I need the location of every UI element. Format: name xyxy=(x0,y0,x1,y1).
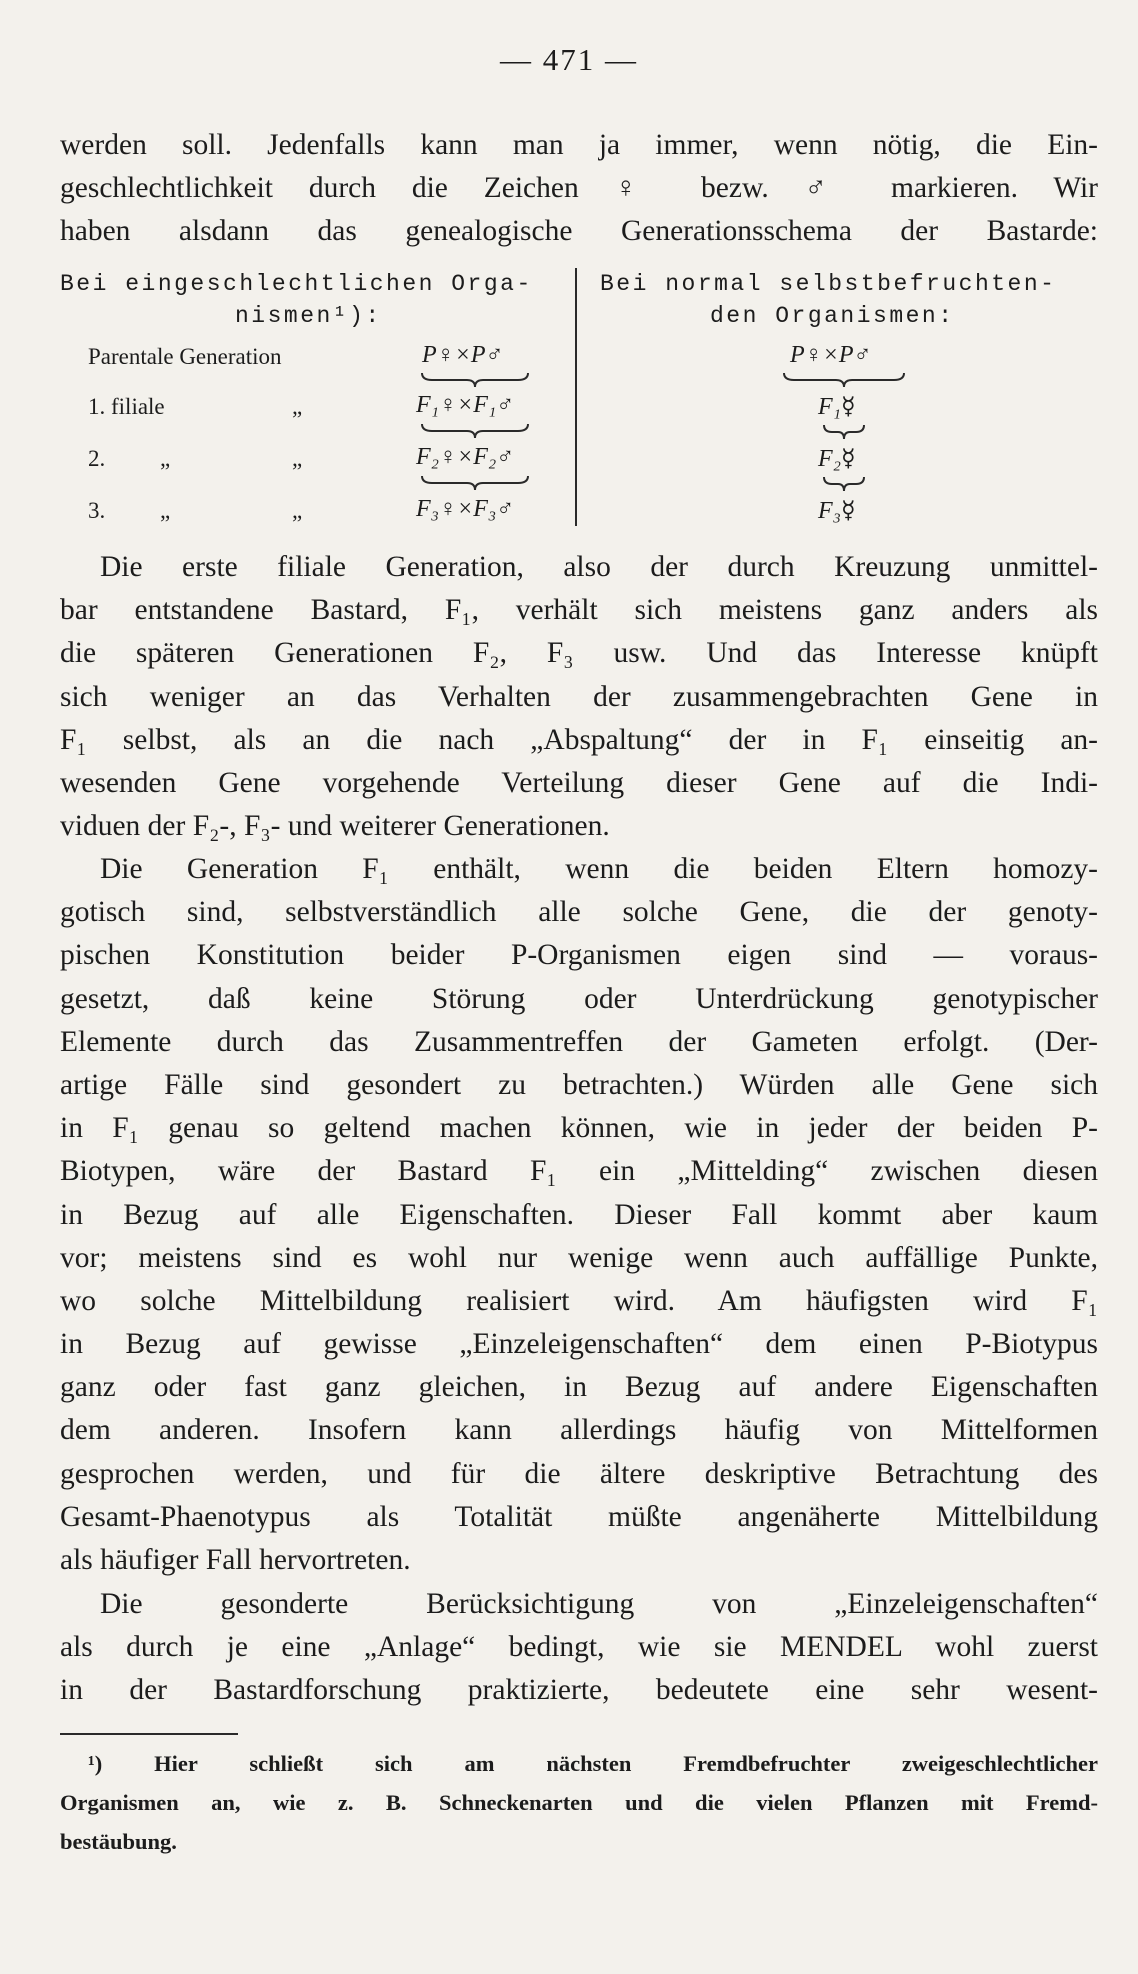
text-line: pischen Konstitution beider P-Organismen eigen sind — voraus- xyxy=(60,939,1098,972)
ditto-mark: „ xyxy=(160,498,171,523)
left-column-heading-2: nismen¹): xyxy=(235,303,382,329)
row-label-third: 3. xyxy=(88,498,106,523)
text-line: ganz oder fast ganz gleichen, in Bezug auf andere Eigenschaften xyxy=(60,1371,1098,1404)
text-line: artige Fälle sind gesondert zu betrachten.) Würden alle Gene sich xyxy=(60,1068,1098,1101)
right-brace-3 xyxy=(822,475,866,493)
text-line: gesetzt, daß keine Störung oder Unterdrückung genotypischer xyxy=(60,982,1098,1015)
text-line: wesenden Gene vorgehende Verteilung dieser Gene auf die Indi- xyxy=(60,766,1098,799)
paragraph-mendel xyxy=(60,1583,1098,1713)
ditto-mark: „ xyxy=(292,498,303,523)
footnote-line: ¹) Hier schließt sich am nächsten Fremdbefruchter zweigeschlechtlicher xyxy=(88,1751,1098,1776)
right-column-heading-2: den Organismen: xyxy=(710,303,955,329)
right-brace-1 xyxy=(782,371,906,389)
text-line: dem anderen. Insofern kann allerdings häufig von Mittelformen xyxy=(60,1414,1098,1447)
footnote-line: Organismen an, wie z. B. Schneckenarten und die vielen Pflanzen mit Fremd- xyxy=(60,1790,1098,1815)
text-line: bar entstandene Bastard, F₁, verhält sich meistens ganz anders als xyxy=(60,594,1098,627)
row-label-first-filial: 1. filiale xyxy=(88,394,165,419)
left-brace-1 xyxy=(420,371,530,389)
row-label-second: 2. xyxy=(88,446,106,471)
text-line: die späteren Generationen F₂, F₃ usw. Und das Interesse knüpft xyxy=(60,637,1098,670)
text-line: F₁ selbst, als an die nach „Abspaltung“ der in F₁ einseitig an- xyxy=(60,723,1098,756)
right-column-heading-1: Bei normal selbstbefruchten- xyxy=(600,271,1057,297)
left-column-heading-1: Bei eingeschlechtlichen Orga- xyxy=(60,271,533,297)
footnote-line: bestäubung. xyxy=(60,1829,177,1854)
ditto-mark: „ xyxy=(292,446,303,471)
right-formula-parental: P♀×P♂ xyxy=(790,342,872,368)
text-line: als durch je eine „Anlage“ bedingt, wie sie MENDEL wohl zuerst xyxy=(60,1631,1098,1664)
left-brace-2 xyxy=(420,422,530,440)
intro-paragraph xyxy=(60,124,1098,254)
text-line: vor; meistens sind es wohl nur wenige wenn auch auffällige Punkte, xyxy=(60,1241,1098,1274)
paragraph-generation-f1 xyxy=(60,848,1098,1582)
text-line: gesprochen werden, und für die ältere deskriptive Betrachtung des xyxy=(60,1457,1098,1490)
left-formula-f3: F₃♀×F₃♂ xyxy=(416,496,515,522)
left-brace-3 xyxy=(420,474,530,492)
right-formula-f2: F₂☿ xyxy=(818,446,856,472)
text-line: geschlechtlichkeit durch die Zeichen ♀ bezw. ♂ markieren. Wir xyxy=(60,172,1098,205)
ditto-mark: „ xyxy=(292,394,303,419)
text-line: in der Bastardforschung praktizierte, bedeutete eine sehr wesent- xyxy=(60,1674,1098,1707)
text-line: viduen der F₂-, F₃- und weiterer Generationen. xyxy=(60,810,610,843)
left-formula-parental: P♀×P♂ xyxy=(422,342,504,368)
row-label-parental: Parentale Generation xyxy=(88,344,282,369)
text-line: in Bezug auf alle Eigenschaften. Dieser Fall kommt aber kaum xyxy=(60,1198,1098,1231)
left-formula-f1: F₁♀×F₁♂ xyxy=(416,392,515,418)
text-line: wo solche Mittelbildung realisiert wird. Am häufigsten wird F₁ xyxy=(60,1284,1098,1317)
text-line: in Bezug auf gewisse „Einzeleigenschaften“ dem einen P-Biotypus xyxy=(60,1328,1098,1361)
generation-schema xyxy=(60,268,1100,533)
text-line: sich weniger an das Verhalten der zusammengebrachten Gene in xyxy=(60,680,1098,713)
text-line: als häufiger Fall hervortreten. xyxy=(60,1544,411,1576)
right-formula-f1: F₁☿ xyxy=(818,394,856,420)
text-line: Biotypen, wäre der Bastard F₁ ein „Mittelding“ zwischen diesen xyxy=(60,1155,1098,1188)
text-line: haben alsdann das genealogische Generationsschema der Bastarde: xyxy=(60,215,1098,248)
text-line: werden soll. Jedenfalls kann man ja immer, wenn nötig, die Ein- xyxy=(60,129,1098,161)
footnote-rule xyxy=(60,1733,238,1735)
text-line: Gesamt-Phaenotypus als Totalität müßte angenäherte Mittelbildung xyxy=(60,1500,1098,1533)
text-line: Die Generation F₁ enthält, wenn die beiden Eltern homozy- xyxy=(100,853,1098,885)
text-line: Die erste filiale Generation, also der durch Kreuzung unmittel- xyxy=(100,551,1098,583)
column-divider xyxy=(575,268,577,526)
right-brace-2 xyxy=(822,423,866,441)
right-formula-f3: F₃☿ xyxy=(818,498,856,524)
footnote xyxy=(60,1744,1098,1861)
text-line: gotisch sind, selbstverständlich alle solche Gene, die der genoty- xyxy=(60,896,1098,929)
ditto-mark: „ xyxy=(160,446,171,471)
paragraph-first-filial xyxy=(60,546,1098,848)
text-line: in F₁ genau so geltend machen können, wie in jeder der beiden P- xyxy=(60,1112,1098,1145)
page-number: — 471 — xyxy=(500,42,638,77)
text-line: Elemente durch das Zusammentreffen der Gameten erfolgt. (Der- xyxy=(60,1025,1098,1058)
text-line: Die gesonderte Berücksichtigung von „Einzeleigenschaften“ xyxy=(100,1588,1098,1620)
left-formula-f2: F₂♀×F₂♂ xyxy=(416,444,515,470)
